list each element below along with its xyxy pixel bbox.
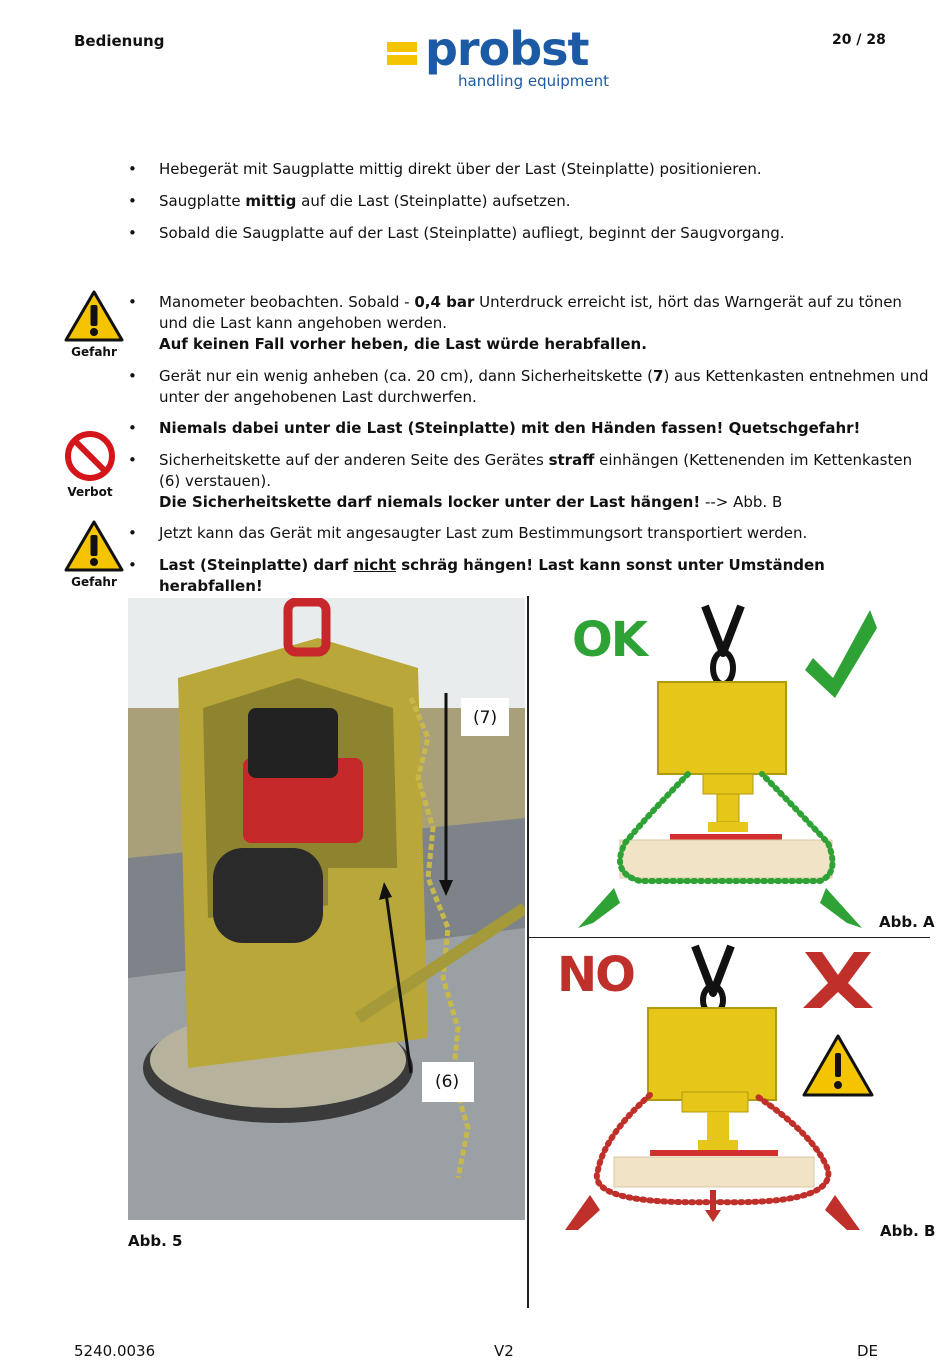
document-language: DE <box>857 1342 879 1360</box>
warning-text: schräg hängen! Last kann sonst unter Umständen herabfallen! <box>159 556 825 595</box>
figure-caption: Abb. 5 <box>128 1232 183 1250</box>
danger-label: Gefahr <box>71 345 117 359</box>
emphasis-text: 7 <box>653 367 664 385</box>
list-item-text: Jetzt kann das Gerät mit angesaugter Last zum Bestimmungsort transportiert werden. <box>159 524 808 542</box>
warning-text: Auf keinen Fall vorher heben, die Last würde herabfallen. <box>159 335 647 353</box>
danger-sign <box>64 520 124 589</box>
forbidden-sign <box>62 430 118 499</box>
logo-bar <box>387 42 417 52</box>
callout-7: (7) <box>473 708 498 728</box>
page-number: 20 / 28 <box>832 32 886 48</box>
document-number: 5240.0036 <box>74 1342 156 1360</box>
danger-label: Gefahr <box>71 575 117 589</box>
list-item-text: ) aus Kettenkasten entnehmen und unter der angehobenen Last durchwerfen. <box>159 367 929 406</box>
list-item-text: Saugplatte <box>159 192 246 210</box>
emphasis-text: nicht <box>353 556 396 574</box>
forbidden-label: Verbot <box>67 485 113 499</box>
list-item-text: Sobald die Saugplatte auf der Last (Steinplatte) aufliegt, beginnt der Saugvorgang. <box>159 224 785 242</box>
list-item-text: Sicherheitskette auf der anderen Seite des Gerätes <box>159 451 549 469</box>
warning-triangle-icon <box>64 520 124 572</box>
figure-caption: Abb. A <box>879 913 935 931</box>
warning-text: Die Sicherheitskette darf niemals locker unter der Last hängen! <box>159 493 701 511</box>
list-item-text: Manometer beobachten. Sobald - <box>159 293 415 311</box>
warning-triangle-icon <box>64 290 124 342</box>
callout-6: (6) <box>435 1072 460 1092</box>
list-item-text: auf die Last (Steinplatte) aufsetzen. <box>296 192 571 210</box>
logo-wordmark: probst <box>425 22 589 76</box>
device-photo <box>128 598 525 1220</box>
list-item-text: Hebegerät mit Saugplatte mittig direkt über der Last (Steinplatte) positionieren. <box>159 160 762 178</box>
ok-label: OK <box>572 612 646 668</box>
warning-text: Niemals dabei unter die Last (Steinplatte) mit den Händen fassen! Quetschgefahr! <box>159 419 861 437</box>
probst-logo <box>385 22 610 94</box>
document-version: V2 <box>494 1342 514 1360</box>
list-item-text: Unterdruck erreicht ist, hört das Warngerät auf zu tönen und die Last kann angehoben werden. <box>159 293 902 332</box>
no-label: NO <box>557 947 634 1003</box>
list-item-text: einhängen (Kettenenden im Kettenkasten (6) verstauen). <box>159 451 913 490</box>
figure-reference: --> Abb. B <box>700 493 783 511</box>
section-title: Bedienung <box>74 32 165 50</box>
logo-tagline: handling equipment <box>458 72 610 90</box>
emphasis-text: mittig <box>245 192 297 210</box>
horizontal-divider <box>528 937 930 938</box>
vertical-divider <box>527 596 529 1308</box>
emphasis-text: straff <box>548 451 595 469</box>
list-item-text: Gerät nur ein wenig anheben (ca. 20 cm), dann Sicherheitskette ( <box>159 367 653 385</box>
logo-bar <box>387 55 417 65</box>
danger-sign <box>64 290 124 359</box>
prohibition-icon <box>63 430 117 482</box>
warning-text: Last (Steinplatte) darf <box>159 556 354 574</box>
figure-caption: Abb. B <box>880 1222 936 1240</box>
emphasis-text: 0,4 bar <box>414 293 475 311</box>
